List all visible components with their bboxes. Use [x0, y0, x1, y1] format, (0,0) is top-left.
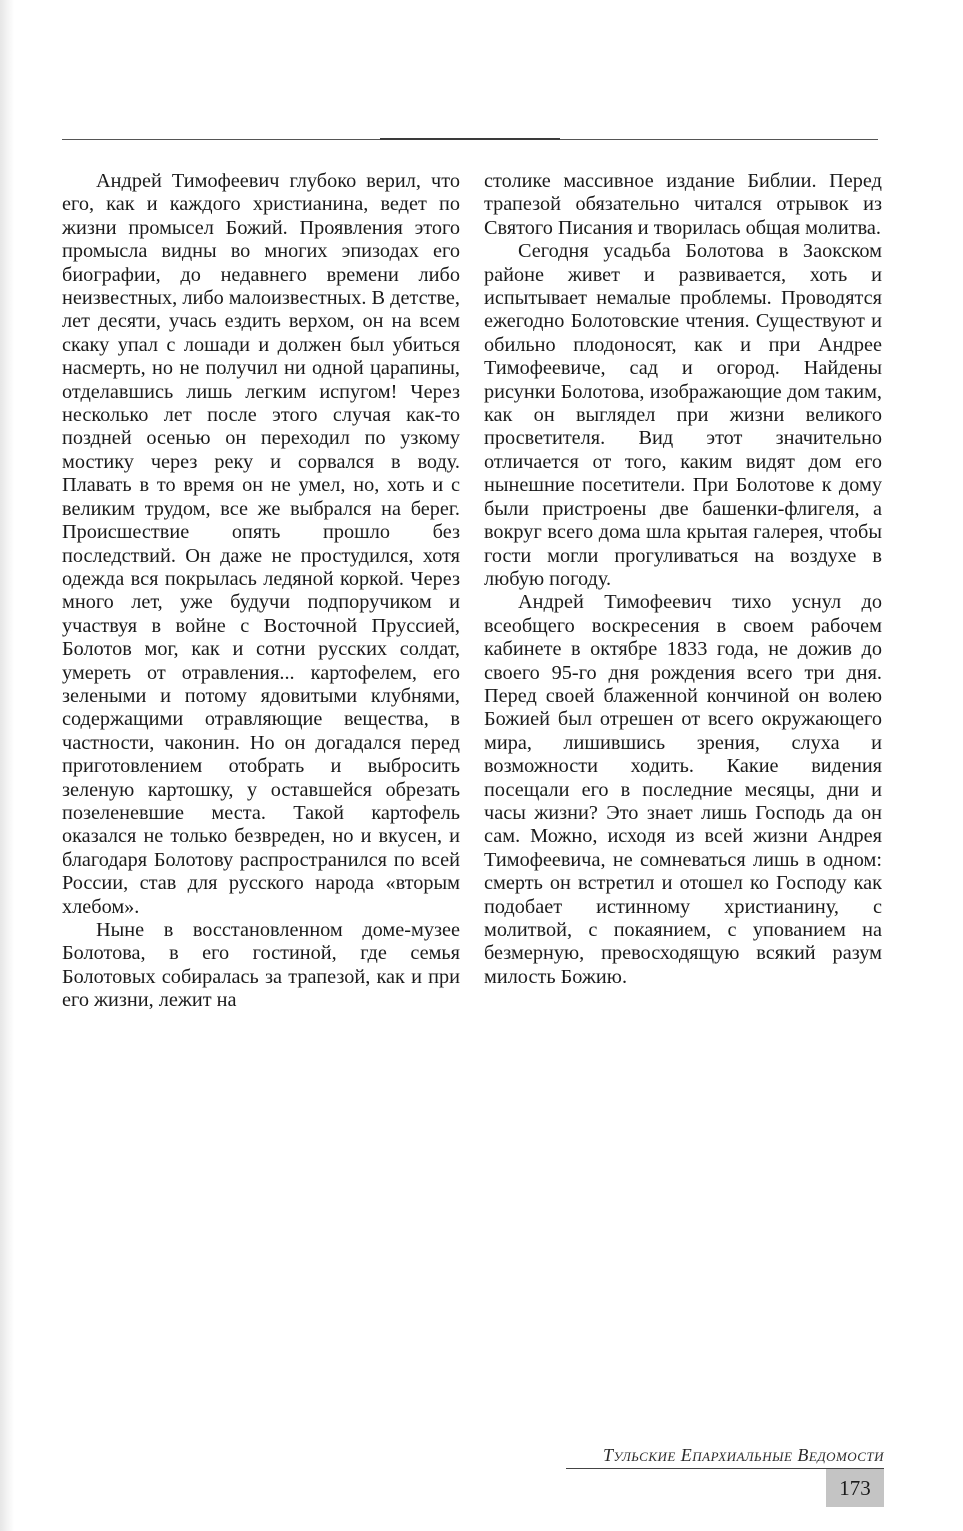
paragraph: Ныне в восстановленном доме-музее Болотова, в его гостиной, где семья Болотовых собиралась за трапезой, как и при его жизни, лежит на: [62, 919, 460, 1012]
page-edge-shadow: [0, 0, 14, 1531]
paragraph: Сегодня усадьба Болотова в Заокском районе живет и развивается, хоть и испытывает немалые проблемы. Проводятся ежегодно Болотовские чтения. Существуют и обильно плодоносят, как и при Андрее Тимофеевиче, сад и огород. Найдены рисунки Болотова, изображающие дом таким, как он выглядел при жизни великого просветителя. Вид этот значительно отличается от того, каким видят дом его нынешние посетители. При Болотове к дому были пристроены две башенки-флигеля, а вокруг всего дома шла крытая галерея, чтобы гости могли прогуливаться на воздухе в любую погоду.: [484, 240, 882, 590]
left-text-column: [62, 170, 460, 1013]
right-text-column: [484, 170, 882, 989]
header-rule: [62, 139, 878, 140]
page-number-box: [826, 1469, 884, 1507]
paragraph: Андрей Тимофеевич глубоко верил, что его, как и каждого христианина, ведет по жизни промысел Божий. Проявления этого промысла видны во многих эпизодах его биографии, до недавнего времени либо неизвестных, либо малоизвестных. В детстве, лет десяти, учась ездить верхом, он на всем скаку упал с лошади и должен был убиться насмерть, но не получил ни одной царапины, отделавшись лишь легким испугом! Через несколько лет после этого случая как-то поздней осенью он переходил по узкому мостику через реку и сорвался в воду. Плавать в то время он не умел, но, хоть и с великим трудом, все же выбрался на берег. Происшествие опять прошло без последствий. Он даже не простудился, хотя одежда вся покрылась ледяной коркой. Через много лет, уже будучи подпоручиком и участвуя в войне с Восточной Пруссией, Болотов мог, как и сотни русских солдат, умереть от отравления... картофелем, его зелеными и потому ядовитыми клубнями, содержащими отравляющие вещества, в частности, чаконин. Но он догадался перед приготовлением отобрать и выбросить зеленую картошку, у оставшейся обрезать позеленевшие места. Такой картофель оказался не только безвреден, но и вкусен, и благодаря Болотову распространился по всей России, став для русского народа «вторым хлебом».: [62, 170, 460, 918]
paragraph: Андрей Тимофеевич тихо уснул до всеобщего воскресения в своем рабочем кабинете в октябре 1833 года, не дожив до своего 95-го дня рождения всего три дня. Перед своей блаженной кончиной он волею Божией был отрешен от всего окружающего мира, лишившись зрения, слуха и возможности ходить. Какие видения посещали его в последние месяцы, дни и часы жизни? Это знает лишь Господь да он сам. Можно, исходя из всей жизни Андрея Тимофеевича, не сомневаться лишь в одном: смерть он встретил и отошел ко Господу как подобает истинному христианину, с молитвой, с покаянием, с упованием на безмерную, превосходящую всякий разум милость Божию.: [484, 591, 882, 988]
journal-title: Тульские Епархиальные Ведомости: [603, 1445, 884, 1465]
page-number: 173: [839, 1475, 871, 1500]
paragraph-continuation: столике массивное издание Библии. Перед трапезой обязательно читался отрывок из Святого Писания и творилась общая молитва.: [484, 170, 882, 239]
